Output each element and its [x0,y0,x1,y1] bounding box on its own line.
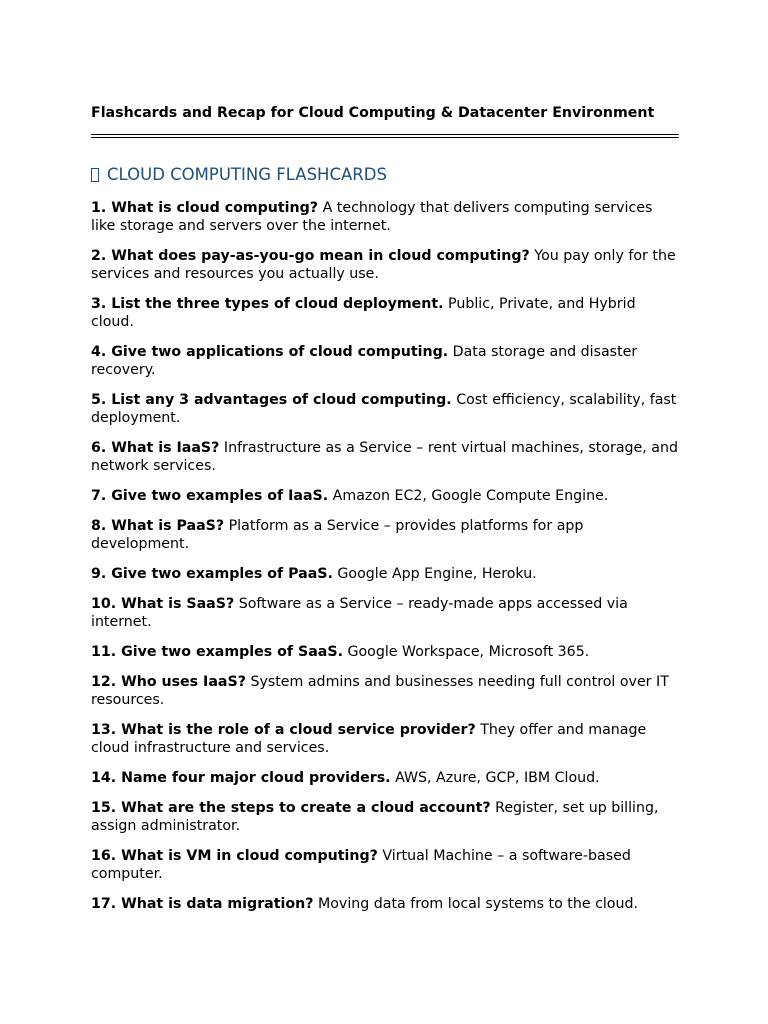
flashcard-item [91,487,679,505]
flashcard-question: 8. What is PaaS? [91,518,225,534]
flashcard-answer: AWS, Azure, GCP, IBM Cloud. [395,770,600,786]
flashcard-question: 5. List any 3 advantages of cloud computing. [91,392,452,408]
flashcard-answer: Software as a Service – ready-made apps accessed via internet. [91,596,628,630]
flashcard-answer: Data storage and disaster recovery. [91,344,638,378]
flashcard-item [91,247,679,283]
flashcard-item [91,199,679,235]
flashcard-answer: Amazon EC2, Google Compute Engine. [332,488,609,504]
title-divider [91,134,679,138]
flashcard-answer: Virtual Machine – a software-based computer. [91,848,631,882]
flashcard-item [91,517,679,553]
flashcard-question: 7. Give two examples of IaaS. [91,488,329,504]
flashcard-answer: Platform as a Service – provides platforms for app development. [91,518,584,552]
flashcard-answer: Register, set up billing, assign administrator. [91,800,659,834]
flashcard-item [91,343,679,379]
flashcard-answer: Google Workspace, Microsoft 365. [347,644,590,660]
flashcard-icon [91,168,99,182]
flashcard-question: 9. Give two examples of PaaS. [91,566,333,582]
flashcard-item [91,295,679,331]
flashcard-list [91,199,679,913]
flashcard-answer: Google App Engine, Heroku. [337,566,537,582]
document-page [91,104,679,925]
flashcard-question: 1. What is cloud computing? [91,200,319,216]
flashcard-question: 14. Name four major cloud providers. [91,770,391,786]
flashcard-question: 16. What is VM in cloud computing? [91,848,378,864]
flashcard-answer: System admins and businesses needing full control over IT resources. [91,674,669,708]
flashcard-answer: Moving data from local systems to the cloud. [318,896,638,912]
flashcard-question: 4. Give two applications of cloud computing. [91,344,449,360]
flashcard-answer: Public, Private, and Hybrid cloud. [91,296,636,330]
flashcard-item [91,673,679,709]
flashcard-answer: Infrastructure as a Service – rent virtual machines, storage, and network services. [91,440,679,474]
flashcard-question: 6. What is IaaS? [91,440,220,456]
flashcard-answer: They offer and manage cloud infrastructure and services. [91,722,647,756]
flashcard-question: 10. What is SaaS? [91,596,235,612]
flashcard-question: 15. What are the steps to create a cloud account? [91,800,491,816]
flashcard-answer: You pay only for the services and resources you actually use. [91,248,676,282]
flashcard-item [91,847,679,883]
flashcard-question: 13. What is the role of a cloud service provider? [91,722,476,738]
section-heading [91,165,679,185]
flashcard-answer: A technology that delivers computing services like storage and servers over the internet. [91,200,653,234]
flashcard-question: 11. Give two examples of SaaS. [91,644,343,660]
flashcard-question: 3. List the three types of cloud deployment. [91,296,444,312]
flashcard-item [91,895,679,913]
flashcard-question: 2. What does pay-as-you-go mean in cloud computing? [91,248,530,264]
flashcard-item [91,643,679,661]
flashcard-item [91,769,679,787]
flashcard-item [91,565,679,583]
flashcard-answer: Cost efficiency, scalability, fast deployment. [91,392,677,426]
flashcard-item [91,595,679,631]
flashcard-item [91,721,679,757]
flashcard-question: 12. Who uses IaaS? [91,674,246,690]
flashcard-question: 17. What is data migration? [91,896,314,912]
flashcard-item [91,391,679,427]
flashcard-item [91,799,679,835]
section-heading-text: CLOUD COMPUTING FLASHCARDS [107,165,387,184]
document-title: Flashcards and Recap for Cloud Computing & Datacenter Environment [91,105,655,121]
flashcard-item [91,439,679,475]
